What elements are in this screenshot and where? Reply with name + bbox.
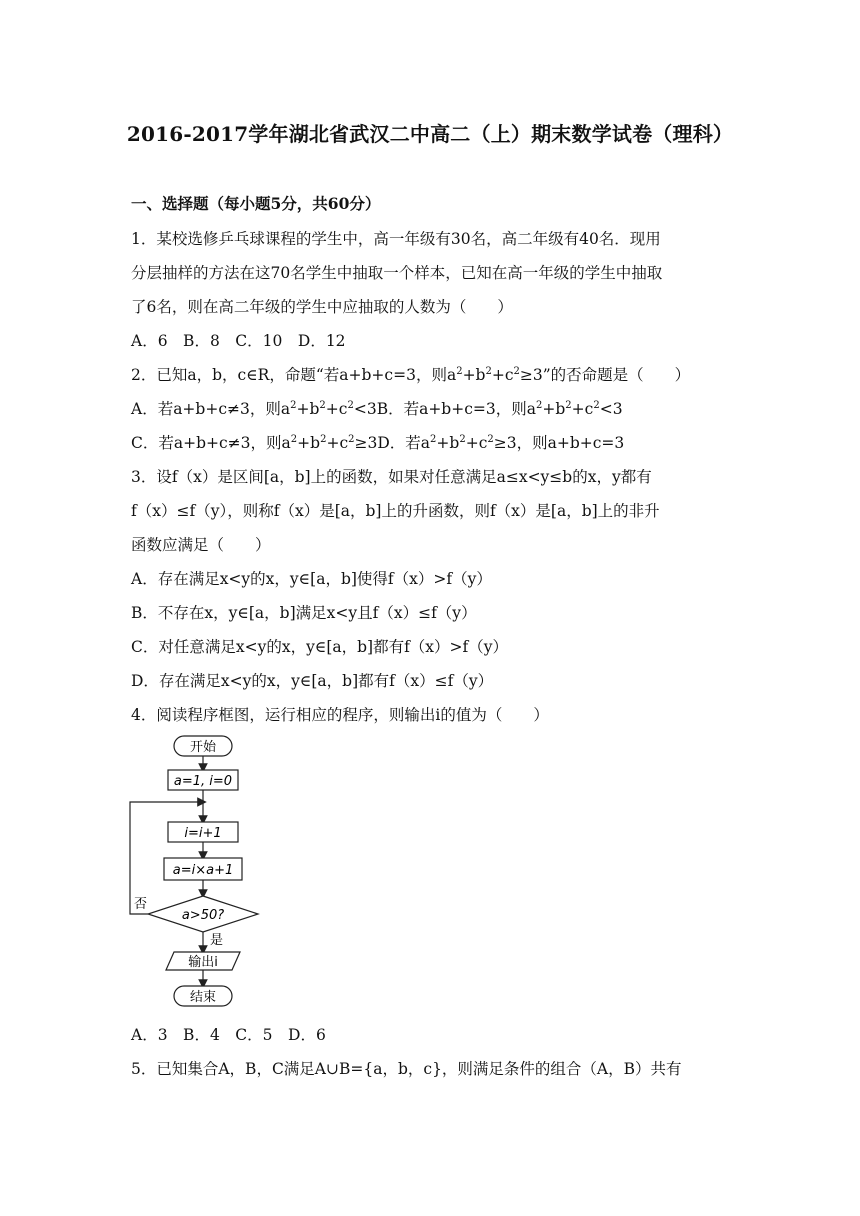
q3-option-c: C．对任意满足x<y的x，y∈[a，b]都有f（x）>f（y） [131, 638, 509, 656]
flow-init-label: a=1, i=0 [173, 774, 233, 789]
q2-sup: 2 [485, 365, 492, 377]
q2-plus-c: +c [326, 434, 349, 452]
q2-d-pre: D．若a [377, 434, 431, 452]
q2-sup: 2 [348, 433, 355, 445]
q2-sup: 2 [513, 365, 520, 377]
q2-options-cd [131, 433, 624, 453]
q2-plus-b: +b [542, 400, 566, 418]
q2-plus-b: +b [297, 434, 321, 452]
q2-stem [131, 365, 690, 385]
flowchart [122, 732, 262, 1010]
q2-sup: 2 [536, 399, 543, 411]
q2-sup: 2 [320, 433, 327, 445]
q2-sup: 2 [459, 433, 466, 445]
q2-sup: 2 [487, 433, 494, 445]
q2-option-a [131, 400, 377, 418]
q2-c-pre: C．若a+b+c≠3，则a [131, 434, 291, 452]
q2-b-pre: B．若a+b+c=3，则a [376, 400, 536, 418]
flow-start-label: 开始 [189, 740, 217, 755]
q1-line-1: 1．某校选修乒乓球课程的学生中，高一年级有30名，高二年级有40名．现用 [131, 230, 661, 248]
flow-output-label: 输出i [188, 955, 218, 970]
q2-sup: 2 [319, 399, 326, 411]
q2-stem-a: 2．已知a，b，c∈R，命题“若a+b+c=3，则a [131, 366, 457, 384]
page-title: 2016-2017学年湖北省武汉二中高二（上）期末数学试卷（理科） [126, 122, 734, 146]
q2-plus-c: +c [571, 400, 594, 418]
q4-stem: 4．阅读程序框图，运行相应的程序，则输出i的值为（ ） [131, 706, 549, 724]
q2-sup: 2 [290, 433, 298, 445]
flow-yes-label: 是 [210, 933, 224, 948]
q1-line-2: 分层抽样的方法在这70名学生中抽取一个样本，已知在高一年级的学生中抽取 [131, 264, 663, 282]
section-heading: 一、选择题（每小题5分，共60分） [131, 194, 381, 213]
q2-stem-c: +c [491, 366, 514, 384]
q2-sup: 2 [593, 399, 600, 411]
q1-line-3: 了6名，则在高二年级的学生中应抽取的人数为（ ） [131, 298, 513, 316]
flow-update-label: a=i×a+1 [172, 863, 234, 878]
flow-end-label: 结束 [189, 990, 217, 1005]
q2-sup: 2 [290, 399, 297, 411]
q3-line-2: f（x）≤f（y），则称f（x）是[a，b]上的升函数，则f（x）是[a，b]上的非升 [131, 502, 660, 520]
q2-stem-b: +b [462, 366, 486, 384]
q3-option-b: B．不存在x，y∈[a，b]满足x<y且f（x）≤f（y） [131, 604, 477, 622]
q2-option-d [377, 434, 624, 452]
q2-sup: 2 [430, 433, 437, 445]
q2-option-b [377, 400, 623, 418]
q2-plus-b: +b [436, 434, 460, 452]
q2-stem-d: ≥3”的否命题是（ ） [519, 366, 691, 384]
flow-no-label: 否 [134, 897, 148, 912]
q4-options: A．3 B．4 C．5 D．6 [131, 1026, 326, 1044]
q3-line-3: 函数应满足（ ） [131, 536, 271, 554]
q2-plus-b: +b [296, 400, 320, 418]
q5-line-1: 5．已知集合A，B，C满足A∪B={a，b，c}，则满足条件的组合（A，B）共有 [131, 1060, 682, 1078]
q2-plus-c: +c [325, 400, 348, 418]
q2-sup: 2 [456, 365, 463, 377]
flow-increment-label: i=i+1 [184, 826, 222, 841]
q3-option-d: D．存在满足x<y的x，y∈[a，b]都有f（x）≤f（y） [131, 672, 494, 690]
q2-options-ab [131, 399, 623, 419]
q2-b-post: <3 [599, 400, 623, 418]
q2-sup: 2 [565, 399, 572, 411]
q2-a-pre: A．若a+b+c≠3，则a [131, 400, 291, 418]
q2-d-post: ≥3，则a+b+c=3 [493, 434, 625, 452]
q3-line-1: 3．设f（x）是区间[a，b]上的函数，如果对任意满足a≤x<y≤b的x，y都有 [131, 468, 652, 486]
q3-option-a: A．存在满足x<y的x，y∈[a，b]使得f（x）>f（y） [131, 570, 492, 588]
flow-condition-label: a>50? [181, 908, 225, 923]
q2-a-post: <3 [353, 400, 377, 418]
q2-sup: 2 [347, 399, 354, 411]
q2-option-c [131, 434, 377, 452]
q1-options: A．6 B．8 C．10 D．12 [131, 332, 346, 350]
q2-c-post: ≥3 [354, 434, 378, 452]
q2-plus-c: +c [465, 434, 488, 452]
